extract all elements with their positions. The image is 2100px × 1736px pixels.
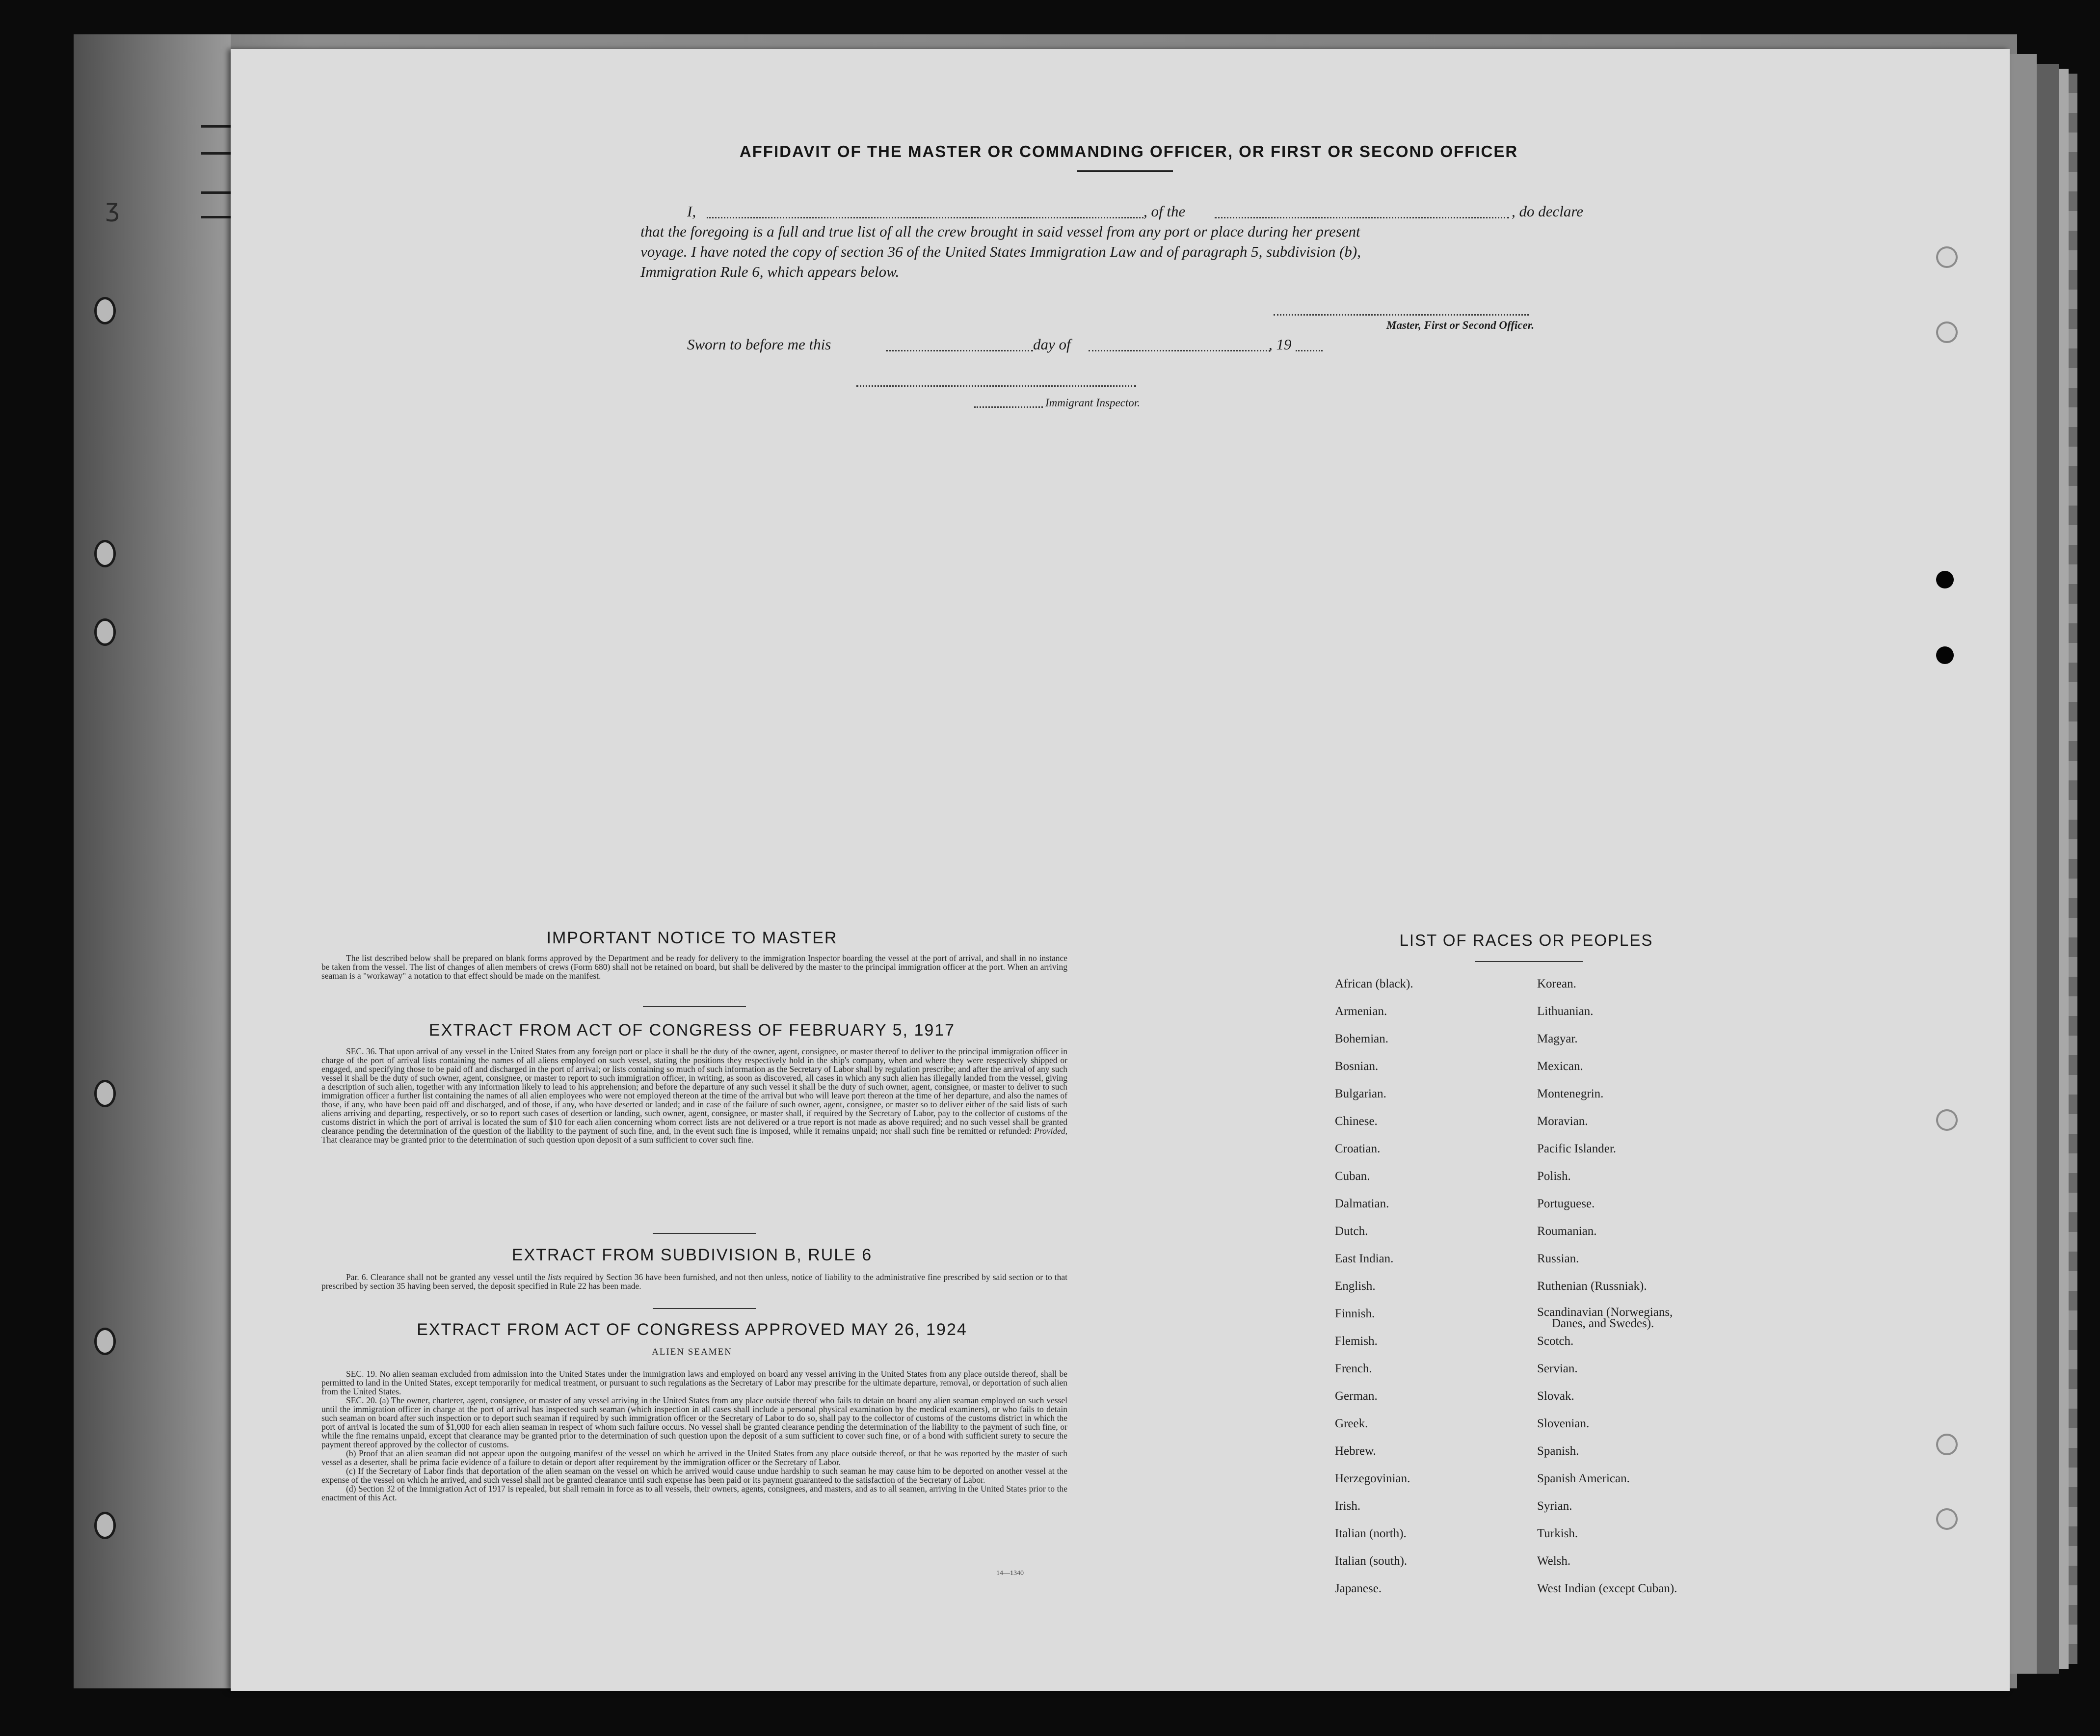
race-item: Dalmatian.: [1335, 1197, 1389, 1210]
punch-hole: [1936, 1109, 1958, 1131]
race-item: Slovak.: [1537, 1389, 1574, 1403]
extract-1924-text: [321, 1369, 1067, 1502]
sworn-year-field[interactable]: [1296, 350, 1323, 351]
race-item: African (black).: [1335, 977, 1413, 990]
race-item: Scandinavian (Norwegians, Danes, and Swedes).: [1537, 1306, 1676, 1330]
ghost-mark: [201, 152, 231, 155]
race-item: English.: [1335, 1280, 1376, 1293]
races-rule: [1475, 961, 1583, 962]
punch-hole: [1936, 246, 1958, 268]
race-item: Roumanian.: [1537, 1225, 1597, 1238]
punch-hole: [1936, 1508, 1958, 1530]
affidavit-line3: voyage. I have noted the copy of section 36 of the United States Immigration Law and of paragraph 5, subdivision (b),: [640, 243, 1361, 260]
race-item: Bosnian.: [1335, 1060, 1379, 1073]
race-item: Finnish.: [1335, 1307, 1375, 1320]
race-item: Greek.: [1335, 1417, 1368, 1430]
sworn-day-field[interactable]: [886, 350, 1033, 351]
race-item: Dutch.: [1335, 1225, 1368, 1238]
notice-text: The list described below shall be prepared on blank forms approved by the Department and be ready for delivery to the immigration Inspector boarding the vessel at the port of arrival, and shall in no instance be taken from the vessel. The list of changes of alien members of crews (Form 680) shall not be retained on board, but shall be delivered by the master to the principal immigration officer at the port. When an arriving seaman is a "workaway" a notation to that effect should be made on the manifest.: [321, 953, 1067, 981]
extract-rule6-text: Par. 6. Clearance shall not be granted any vessel until the lists required by Section 36 have been furnished, and not then unless, notice of liability to the administrative fine prescribed by said section or to that prescribed by section 35 having been served, the deposit specified in Rule 22 has been made.: [321, 1272, 1068, 1291]
race-item: Servian.: [1537, 1362, 1578, 1375]
sec-20b: (b) Proof that an alien seaman did not appear upon the outgoing manifest of the vessel on which he arrived in the United States from any place outside thereof, or that he was reported by the master of such vessel as a deserter, shall be prima facie evidence of a failure to detain or deport after requirement by the immigration officer or the Secretary of Labor.: [321, 1448, 1067, 1467]
punch-hole: [1936, 646, 1954, 664]
sworn-year-label: , 19: [1269, 336, 1292, 353]
race-item: Slovenian.: [1537, 1417, 1590, 1430]
extract-1917-heading: EXTRACT FROM ACT OF CONGRESS OF FEBRUARY 5, 1917: [428, 1021, 956, 1040]
ghost-mark: [201, 191, 231, 194]
vessel-name-field[interactable]: [1215, 217, 1509, 218]
ghost-mark: [201, 125, 231, 128]
race-item: Croatian.: [1335, 1142, 1381, 1155]
race-item: Russian.: [1537, 1252, 1579, 1265]
races-title: LIST OF RACES OR PEOPLES: [1399, 931, 1653, 949]
punch-hole: [1936, 321, 1958, 343]
race-item: Bohemian.: [1335, 1032, 1389, 1045]
affidavit-line1-mid: , of the: [1143, 203, 1186, 220]
race-item: Lithuanian.: [1537, 1005, 1594, 1018]
notice-heading: IMPORTANT NOTICE TO MASTER: [546, 929, 838, 947]
race-item: Japanese.: [1335, 1582, 1382, 1595]
inspector-role-dots: [974, 406, 1043, 408]
extract-rule6-heading: EXTRACT FROM SUBDIVISION B, RULE 6: [511, 1246, 873, 1264]
binder-ring-hole: [94, 297, 116, 324]
affidavit-line2: that the foregoing is a full and true list of all the crew brought in said vessel from any port or place during her present: [640, 223, 1360, 240]
title-rule: [1077, 170, 1173, 172]
race-item: Syrian.: [1537, 1499, 1572, 1513]
race-item: Welsh.: [1537, 1554, 1571, 1568]
race-item: Polish.: [1537, 1170, 1571, 1183]
punch-hole: [1936, 1434, 1958, 1455]
race-item: Moravian.: [1537, 1115, 1588, 1128]
race-item: Italian (south).: [1335, 1554, 1408, 1568]
race-item: West Indian (except Cuban).: [1537, 1582, 1677, 1595]
affidavit-line4: Immigration Rule 6, which appears below.: [640, 263, 900, 280]
race-item: French.: [1335, 1362, 1372, 1375]
sworn-month-field[interactable]: [1089, 350, 1270, 351]
sworn-day-label: day of: [1033, 336, 1071, 353]
race-item: Cuban.: [1335, 1170, 1370, 1183]
page-edge: [2037, 64, 2059, 1674]
extract-1924-heading: EXTRACT FROM ACT OF CONGRESS APPROVED MAY 26, 1924: [417, 1320, 967, 1339]
master-name-field[interactable]: [707, 217, 1143, 218]
binder-ring-hole: [94, 540, 116, 567]
races-column-2: [1537, 977, 1677, 1609]
section-rule: [653, 1233, 756, 1234]
section-rule: [653, 1308, 756, 1309]
page-edge: [2010, 54, 2037, 1674]
race-item: Hebrew.: [1335, 1444, 1376, 1458]
page-edge: [2069, 74, 2077, 1664]
races-column-1: [1335, 977, 1413, 1609]
race-item: Turkish.: [1537, 1527, 1578, 1540]
race-item: Mexican.: [1537, 1060, 1583, 1073]
master-role-label: Master, First or Second Officer.: [1386, 319, 1535, 331]
race-item: Spanish American.: [1537, 1472, 1630, 1485]
race-item: Herzegovinian.: [1335, 1472, 1410, 1485]
sec-19: SEC. 19. No alien seaman excluded from admission into the United States under the immigration laws and employed on board any vessel arriving in the United States from any place outside thereof, shall be permitted to land in the United States, except temporarily for medical treatment, or pursuant to such regulations as the Secretary of Labor may prescribe for the ultimate departure, removal, or deportation of such alien from the United States.: [321, 1369, 1067, 1396]
race-item: Magyar.: [1537, 1032, 1578, 1045]
sec-20c: (c) If the Secretary of Labor finds that deportation of the alien seaman on the vessel on which he arrived would cause undue hardship to such seaman he may cause him to be deported on another vessel at the expense of the vessel on which he arrived, and such vessel shall not be granted clearance until such expense has been paid or its payment guaranteed to the satisfaction of the Secretary of Labor.: [321, 1466, 1067, 1485]
binder-ring-hole: [94, 1328, 116, 1355]
ghost-mark: [201, 216, 231, 218]
race-item: Chinese.: [1335, 1115, 1378, 1128]
race-item: East Indian.: [1335, 1252, 1394, 1265]
race-item: German.: [1335, 1389, 1378, 1403]
ghost-scribble: ʒ: [106, 194, 120, 222]
sec-20d: (d) Section 32 of the Immigration Act of 1917 is repealed, but shall remain in force as to all vessels, their owners, agents, consignees, and masters, and as to all seamen, arriving in the United States prior to the enactment of this Act.: [321, 1484, 1067, 1502]
race-item: Montenegrin.: [1537, 1087, 1604, 1100]
sec-20a: SEC. 20. (a) The owner, charterer, agent, consignee, or master of any vessel arriving in the United States from any place outside thereof who fails to detain on board any alien seaman employed on such vessel until the immigration officer in charge at the port of arrival has inspected such seaman (which inspection in all cases shall include a personal physical examination by the medical examiners), or who fails to detain such seaman on board after such inspection or to deport such seaman if required by such immigration officer or the Secretary of Labor to do so, shall pay to the collector of customs of the customs district in which the port of arrival is located the sum of $1,000 for each alien seaman in respect of whom such failure occurs. No vessel shall be granted clearance pending the determination of the liability to the payment of such fine, or while the fine remains unpaid, except that clearance may be granted prior to the determination of such question upon the deposit of a sum sufficient to cover such fine, or of a bond with sufficient surety to secure the payment thereof approved by the collector of customs.: [321, 1395, 1067, 1449]
extract-1924-subheading: ALIEN SEAMEN: [652, 1347, 732, 1357]
race-item: Portuguese.: [1537, 1197, 1595, 1210]
race-item: Irish.: [1335, 1499, 1361, 1513]
race-item: Ruthenian (Russniak).: [1537, 1280, 1647, 1293]
race-item: Armenian.: [1335, 1005, 1387, 1018]
affidavit-title: AFFIDAVIT OF THE MASTER OR COMMANDING OFFICER, OR FIRST OR SECOND OFFICER: [739, 142, 1518, 160]
section-rule: [643, 1006, 746, 1007]
form-number: 14—1340: [996, 1570, 1024, 1577]
race-item: Italian (north).: [1335, 1527, 1407, 1540]
inspector-role-label: Immigrant Inspector.: [1045, 397, 1140, 409]
race-item: Scotch.: [1537, 1335, 1574, 1348]
race-item: Pacific Islander.: [1537, 1142, 1617, 1155]
race-item: Bulgarian.: [1335, 1087, 1386, 1100]
affidavit-line1-start: I,: [687, 203, 696, 220]
binder-ring-hole: [94, 1080, 116, 1107]
left-binder-strip: [74, 34, 231, 1688]
race-item: Korean.: [1537, 977, 1576, 990]
master-signature-field[interactable]: [1274, 314, 1529, 316]
binder-ring-hole: [94, 618, 116, 646]
inspector-signature-field[interactable]: [856, 385, 1136, 387]
race-item: Flemish.: [1335, 1335, 1378, 1348]
affidavit-line1-end: , do declare: [1512, 203, 1584, 220]
page-edge: [2059, 69, 2069, 1669]
race-item: Spanish.: [1537, 1444, 1579, 1458]
sworn-start: Sworn to before me this: [687, 336, 831, 353]
binder-ring-hole: [94, 1512, 116, 1539]
extract-1917-text: SEC. 36. That upon arrival of any vessel in the United States from any foreign port or place it shall be the duty of the owner, agent, consignee, or master thereof to deliver to the principal immigration officer in charge of the port of arrival lists containing the names of all aliens employed on such vessel, stating the positions they respectively hold in the ship's company, when and where they were respectively shipped or engaged, and specifying those to be paid off and discharged in the port of arrival; or lists containing so much of such information as the Secretary of Labor shall by regulation prescribe; and after the arrival of any such vessel it shall be the duty of such owner, agent, consignee, or master to report to such immigration officer, in writing, as soon as discovered, all cases in which any such alien has illegally landed from the vessel, giving a description of such alien, together with any information likely to lead to his apprehension; and before the departure of any such vessel it shall be the duty of such owner, agent, consignee, or master to deliver to such immigration officer a further list containing the names of all alien employees who were not employed thereon at the time of the arrival but who will leave port thereon at the time of her departure, and also the names of those, if any, who have been paid off and discharged, and of those, if any, who have deserted or landed; and in case of the failure of such owner, agent, consignee, or master so to deliver either of the said lists of such aliens arriving and departing, respectively, or so to report such cases of desertion or landing, such owner, agent, consignee, or master shall, if required by the Secretary of Labor, pay to the collector of customs of the customs district in which the port of arrival is located the sum of $10 for each alien concerning whom correct lists are not delivered or a true report is not made as above required; and no such vessel shall be granted clearance pending the determination of the question of the liability to the payment of such fine, and, in the event such fine is imposed, while it remains unpaid; nor shall such fine be remitted or refunded: Provided, That clearance may be granted prior to the determination of such question upon deposit of a sum sufficient to cover such fine.: [321, 1046, 1068, 1145]
punch-hole: [1936, 571, 1954, 588]
